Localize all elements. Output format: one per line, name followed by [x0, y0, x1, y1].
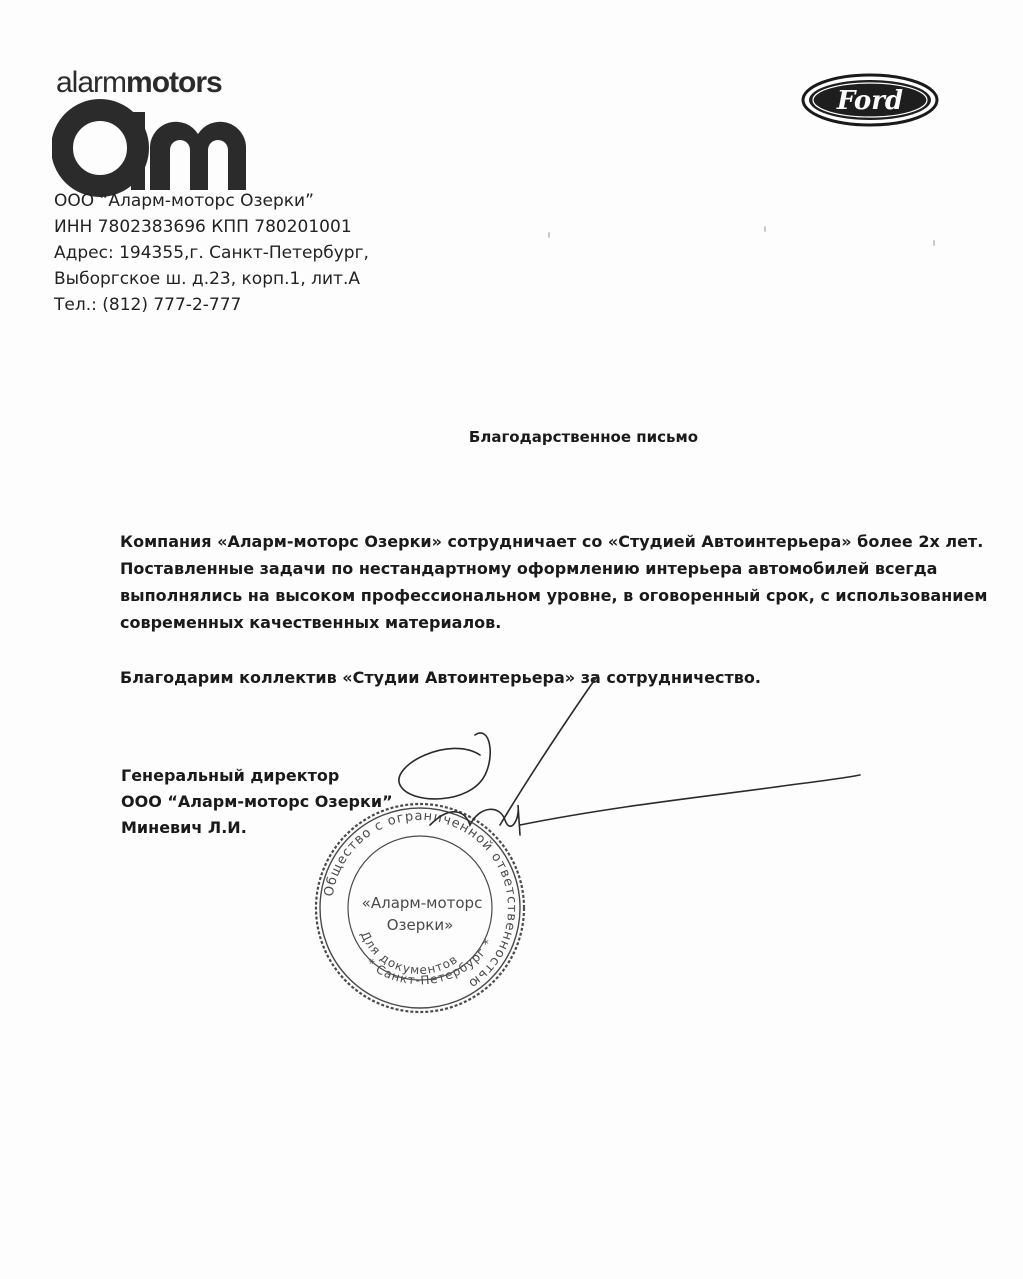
company-details [54, 188, 369, 318]
seal-bottom-ring-text: * Санкт-Петербург * [363, 936, 496, 988]
signatory-company: ООО “Аларм-моторс Озерки” [121, 792, 393, 811]
signatory-position: Генеральный директор [121, 766, 340, 785]
seal-inner-ring-text: Для документов [357, 928, 461, 978]
company-address-line1: Адрес: 194355,г. Санкт-Петербург, [54, 243, 369, 263]
thanks-line: Благодарим коллектив «Студии Автоинтерьера» за сотрудничество. [120, 668, 761, 687]
seal-outer-ring-text: Общество с ограниченной ответственностью [321, 808, 520, 992]
paragraph-line: выполнялись на высоком профессиональном уровне, в оговоренный срок, с использованием [120, 586, 988, 605]
company-ids: ИНН 7802383696 КПП 780201001 [54, 217, 352, 237]
seal-center-line2: Озерки» [386, 916, 454, 934]
scan-speck [933, 240, 935, 246]
am-monogram-icon [52, 98, 248, 198]
seal-center-line1: «Аларм-моторс [361, 894, 483, 912]
company-name: ООО “Аларм-моторс Озерки” [54, 191, 314, 211]
company-address-line2: Выборгское ш. д.23, корп.1, лит.А [54, 269, 360, 289]
company-phone: Тел.: (812) 777-2-777 [54, 295, 242, 315]
scan-speck [548, 232, 550, 238]
paragraph-line: Компания «Аларм-моторс Озерки» сотрудничает со «Студией Автоинтерьера» более 2х лет. [120, 532, 984, 551]
logo-wordmark [56, 68, 222, 98]
logo-wordmark-bold: motors [126, 66, 222, 99]
paragraph-line: Поставленные задачи по нестандартному оформлению интерьера автомобилей всегда [120, 559, 938, 578]
signatory-name: Миневич Л.И. [121, 818, 247, 837]
logo-wordmark-light: alarm [56, 66, 127, 99]
alarmmotors-logo [52, 68, 252, 198]
letter-title: Благодарственное письмо [468, 428, 699, 446]
scan-speck [764, 226, 766, 232]
ford-logo-text: Ford [836, 86, 904, 116]
paragraph-line: современных качественных материалов. [120, 613, 502, 632]
ford-logo-icon [800, 72, 940, 128]
handwritten-signature-icon [370, 655, 930, 855]
